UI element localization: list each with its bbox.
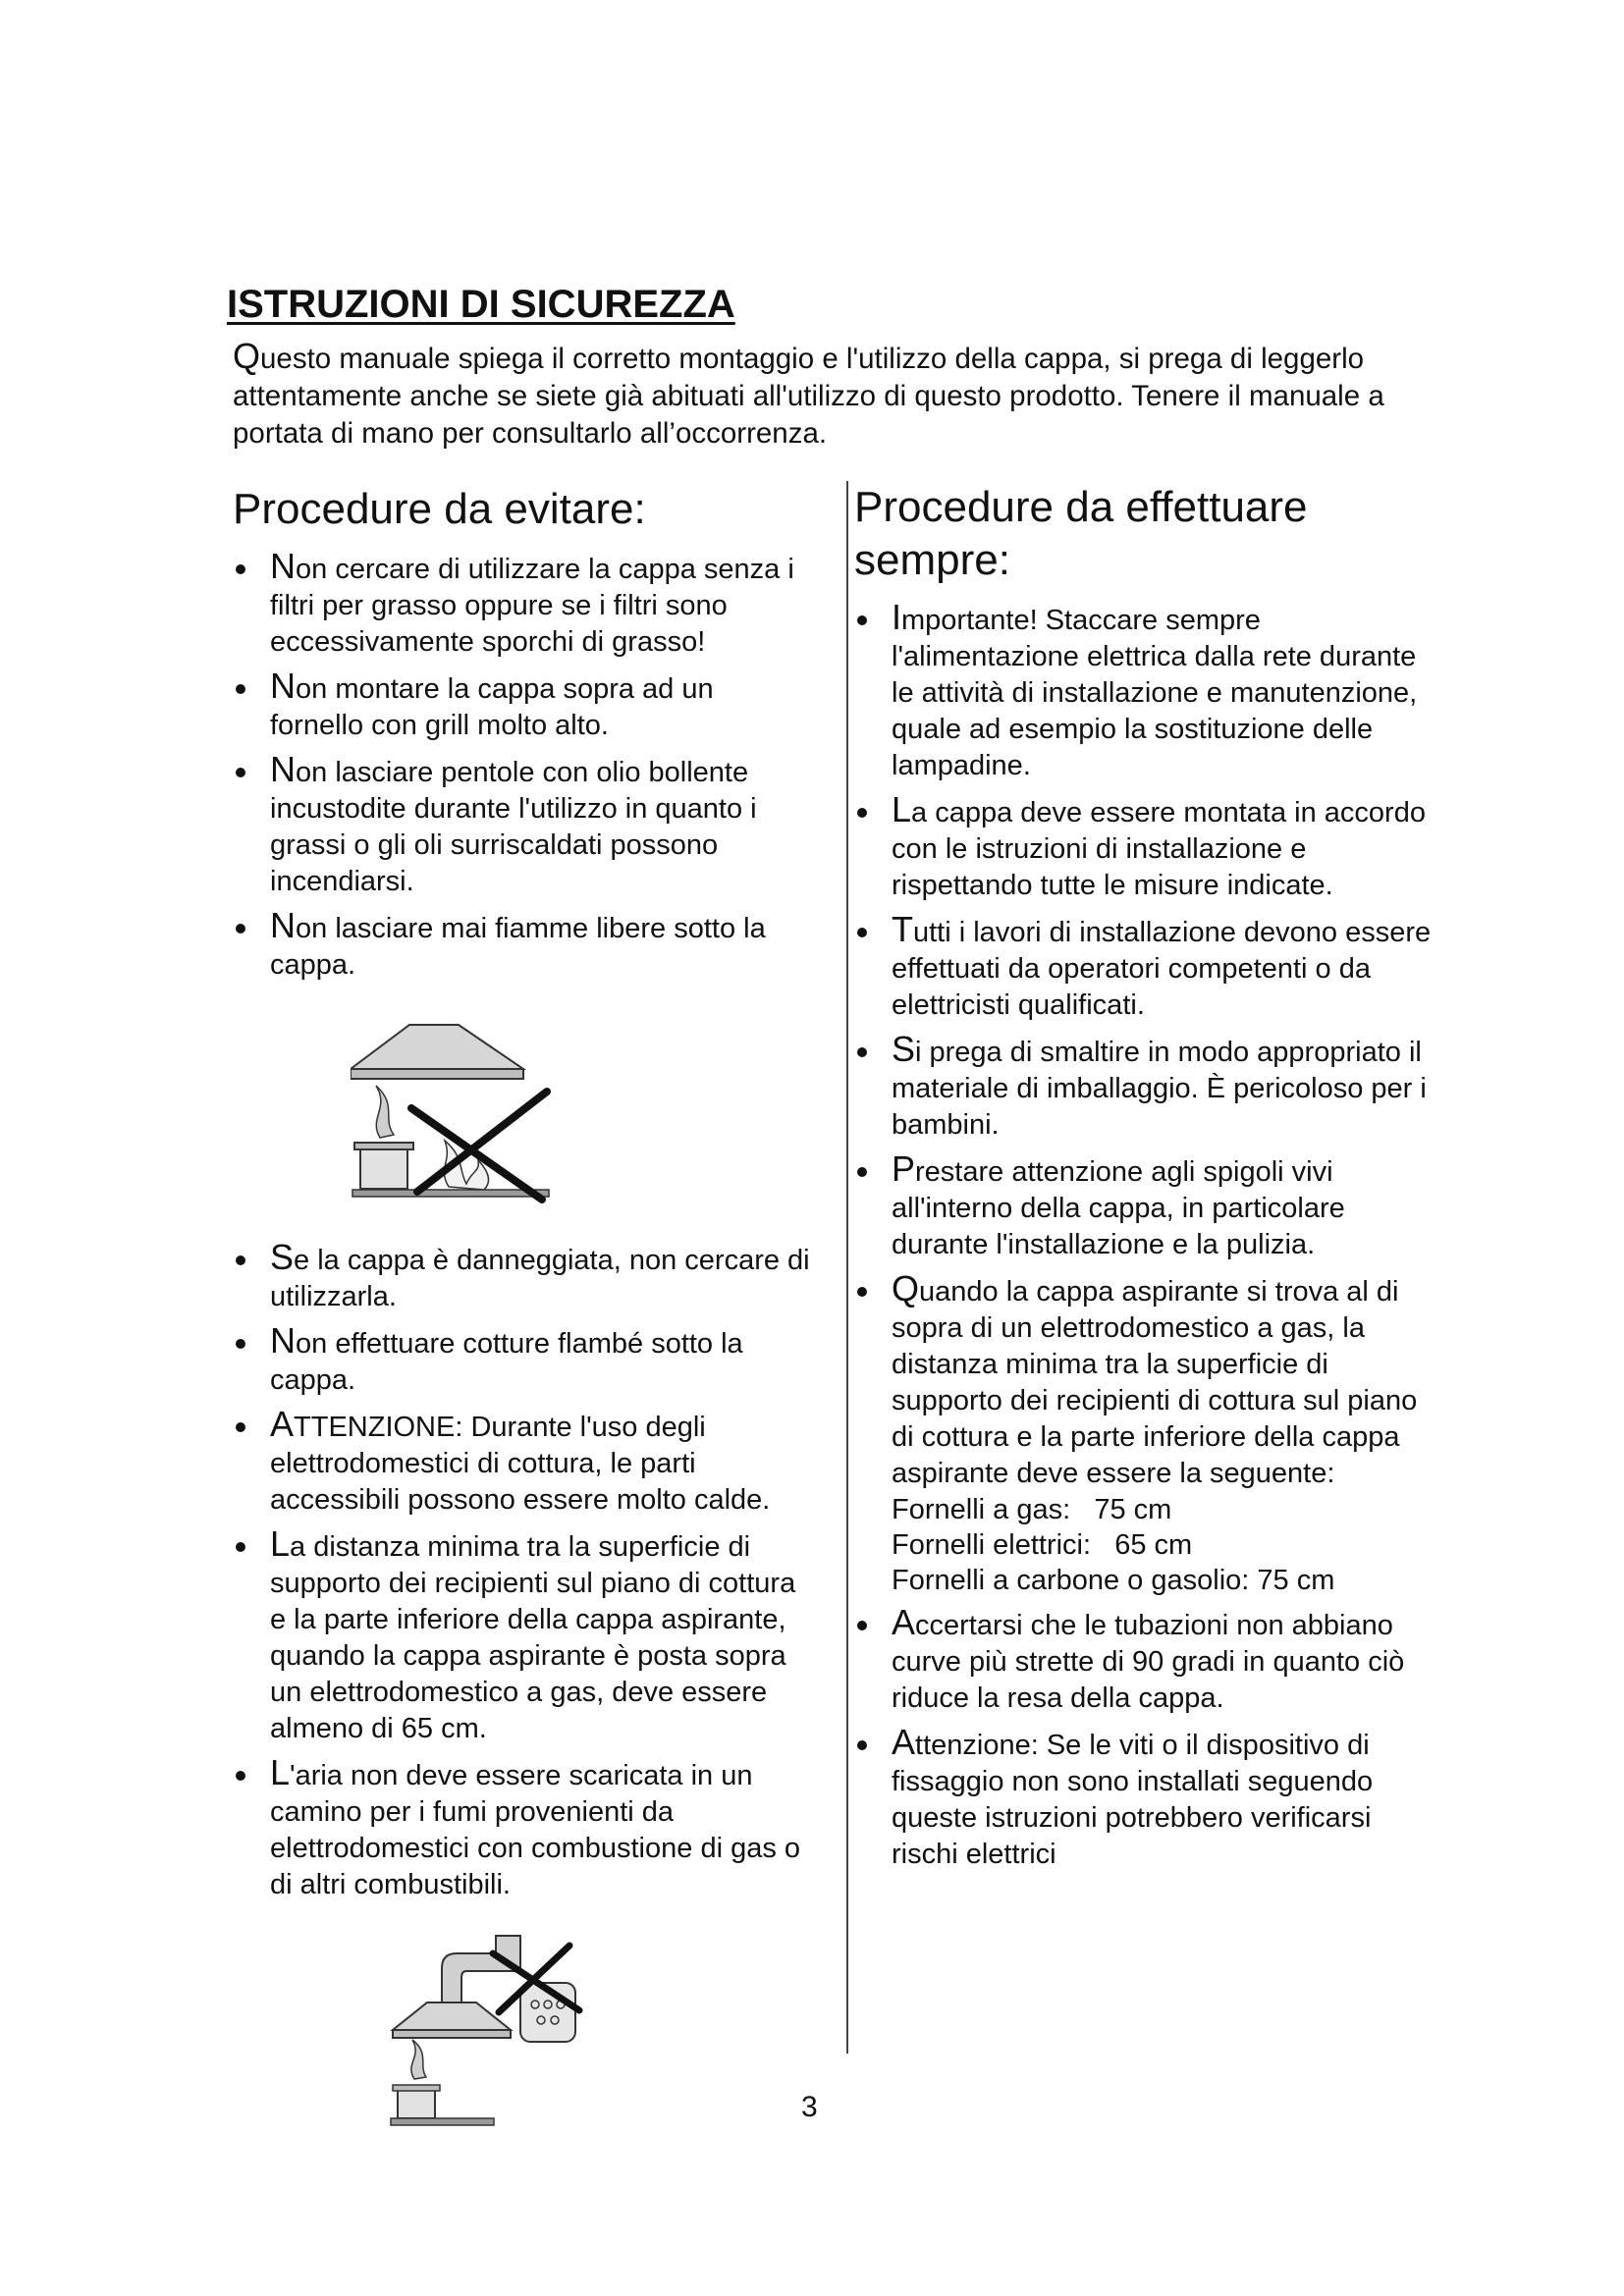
item-text: utti i lavori di installazione devono essere effettuati da operatori competenti o da elettricisti qualificati. bbox=[892, 917, 1432, 1021]
list-item bbox=[233, 1754, 812, 1903]
drop-cap: Q bbox=[892, 1268, 920, 1308]
list-item bbox=[854, 1270, 1434, 1492]
avoid-list-bottom bbox=[233, 1239, 812, 1903]
hood-icon bbox=[393, 2002, 511, 2038]
list-item bbox=[233, 667, 812, 744]
always-list-a bbox=[854, 599, 1434, 1492]
item-text: 'aria non deve essere scaricata in un camino per i fumi provenienti da elettrodomestici con combustione di gas o di altri combustibili. bbox=[270, 1760, 801, 1900]
drop-cap: L bbox=[892, 789, 912, 829]
intro-paragraph bbox=[233, 338, 1440, 453]
avoid-list-top bbox=[233, 548, 812, 984]
item-text: on effettuare cotture flambé sotto la cappa. bbox=[270, 1328, 743, 1396]
drop-cap: N bbox=[270, 1320, 296, 1361]
item-text: mportante! Staccare sempre l'alimentazione elettrica dalla rete durante le attività di installazione e manutenzione, quale ad esempio la sostituzione delle lampadine. bbox=[892, 605, 1418, 781]
drop-cap: L bbox=[270, 1523, 291, 1564]
item-text: a cappa deve essere montata in accordo con le istruzioni di installazione e rispettando tutte le misure indicate. bbox=[892, 797, 1426, 901]
drop-cap: A bbox=[270, 1404, 295, 1444]
avoid-heading: Procedure da evitare: bbox=[233, 485, 646, 533]
drop-cap: N bbox=[270, 905, 296, 945]
page-title: ISTRUZIONI DI SICUREZZA bbox=[227, 283, 735, 326]
list-item bbox=[854, 1150, 1434, 1263]
drop-cap: L bbox=[270, 1752, 291, 1792]
item-text: on lasciare mai fiamme libere sotto la cappa. bbox=[270, 913, 766, 981]
item-text: ttenzione: Se le viti o il dispositivo di fissaggio non sono installati seguendo queste istruzioni potrebbero verificarsi rischi elettrici bbox=[892, 1730, 1374, 1870]
list-item bbox=[233, 751, 812, 900]
cooktop-icon bbox=[391, 2118, 494, 2125]
drop-cap: T bbox=[892, 909, 913, 949]
drop-cap: N bbox=[270, 749, 296, 789]
item-text: on montare la cappa sopra ad un fornello con grill molto alto. bbox=[270, 673, 714, 741]
intro-text: uesto manuale spiega il corretto montaggio e l'utilizzo della cappa, si prega di leggerlo attentamente anche se siete già abituati all'utilizzo di questo prodotto. Tenere il manuale a portata di mano per consultarlo all’occorrenza. bbox=[233, 343, 1384, 450]
drop-cap: A bbox=[892, 1722, 916, 1762]
list-item bbox=[854, 1031, 1434, 1144]
no-chimney-exhaust-illustration bbox=[383, 1914, 609, 2130]
distance-list bbox=[854, 1492, 1434, 1598]
pot-icon bbox=[393, 2040, 440, 2118]
item-text: ccertarsi che le tubazioni non abbiano curve più strette di 90 gradi in quanto ciò riduce la resa della cappa. bbox=[892, 1610, 1405, 1714]
always-column bbox=[854, 481, 1434, 1880]
drop-cap: S bbox=[270, 1237, 295, 1277]
no-open-flame-illustration bbox=[351, 1015, 567, 1211]
list-item bbox=[233, 1406, 812, 1519]
list-item bbox=[854, 791, 1434, 904]
list-item bbox=[854, 1724, 1434, 1873]
item-text: a distanza minima tra la superficie di supporto dei recipienti sul piano di cottura e la parte inferiore della cappa aspirante, quando la cappa aspirante è posta sopra un elettrodomestico a gas, deve essere almeno di 65 cm. bbox=[270, 1531, 796, 1744]
list-item bbox=[233, 1239, 812, 1315]
item-text: on cercare di utilizzare la cappa senza i filtri per grasso oppure se i filtri sono eccessivamente sporchi di grasso! bbox=[270, 554, 794, 658]
drop-cap: N bbox=[270, 666, 296, 706]
item-text: TTENZIONE: Durante l'uso degli elettrodomestici di cottura, le parti accessibili possono essere molto calde. bbox=[270, 1412, 771, 1516]
drop-cap: P bbox=[892, 1148, 916, 1189]
item-text: i prega di smaltire in modo appropriato il materiale di imballaggio. È pericoloso per i bambini. bbox=[892, 1037, 1427, 1141]
drop-cap: I bbox=[892, 597, 902, 637]
page-number: 3 bbox=[801, 2091, 818, 2123]
distance-electric: Fornelli elettrici: 65 cm bbox=[892, 1529, 1193, 1561]
list-item bbox=[233, 1525, 812, 1747]
duct-icon bbox=[442, 1936, 520, 2002]
drop-cap: Q bbox=[233, 336, 261, 376]
list-item bbox=[854, 1604, 1434, 1717]
item-text: on lasciare pentole con olio bollente incustodite durante l'utilizzo in quanto i grassi o gli oli surriscaldati possono incendiarsi. bbox=[270, 757, 757, 897]
always-list-b bbox=[854, 1604, 1434, 1873]
cooktop-icon bbox=[352, 1190, 549, 1197]
avoid-column bbox=[233, 483, 812, 1910]
item-text: restare attenzione agli spigoli vivi all'interno della cappa, in particolare durante l'installazione e la pulizia. bbox=[892, 1156, 1345, 1260]
drop-cap: S bbox=[892, 1029, 916, 1069]
list-item bbox=[854, 911, 1434, 1024]
drop-cap: N bbox=[270, 546, 296, 586]
distance-coal-oil: Fornelli a carbone o gasolio: 75 cm bbox=[892, 1565, 1335, 1596]
list-item bbox=[854, 599, 1434, 784]
column-divider bbox=[846, 481, 848, 2054]
pot-icon bbox=[354, 1086, 413, 1189]
list-item bbox=[233, 907, 812, 984]
hood-icon bbox=[351, 1025, 523, 1079]
item-text: e la cappa è danneggiata, non cercare di utilizzarla. bbox=[270, 1245, 810, 1312]
drop-cap: A bbox=[892, 1602, 916, 1642]
always-heading: Procedure da effettuare sempre: bbox=[854, 483, 1308, 584]
distance-gas: Fornelli a gas: 75 cm bbox=[892, 1494, 1172, 1525]
item-text: uando la cappa aspirante si trova al di sopra di un elettrodomestico a gas, la distanza minima tra la superficie di supporto dei recipienti di cottura sul piano di cottura e la parte inferiore della cappa aspirante deve essere la seguente: bbox=[892, 1276, 1418, 1489]
list-item bbox=[233, 548, 812, 661]
list-item bbox=[233, 1322, 812, 1399]
